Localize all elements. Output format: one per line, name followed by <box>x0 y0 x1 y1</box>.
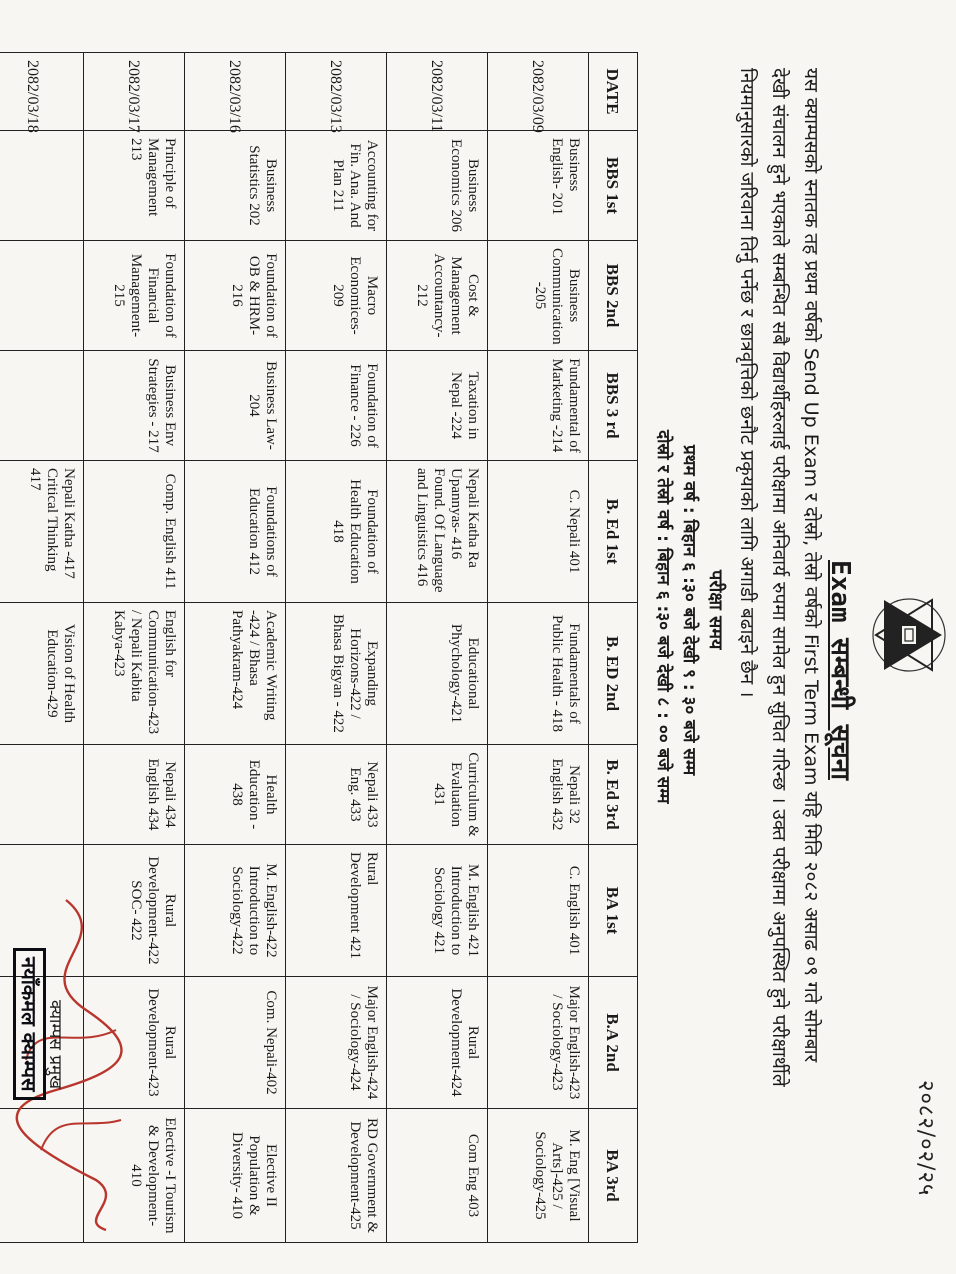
table-row <box>387 53 488 1243</box>
subject-cell: Expanding Horizons-422 / Bhasa Bigyan - 422 <box>286 603 387 745</box>
date-cell: 2082/03/17 <box>84 53 185 131</box>
header-bbs-3: BBS 3 rd <box>589 351 638 461</box>
subject-cell: Foundation of Financial Management-215 <box>84 241 185 351</box>
subject-cell: Business Economics 206 <box>387 131 488 241</box>
table-row <box>286 53 387 1243</box>
subject-cell: Educational Phychology-421 <box>387 603 488 745</box>
reference-number: २०८२/०२/२५ <box>913 1080 938 1197</box>
subject-cell: Rural Development-422 SOC- 422 <box>84 845 185 977</box>
subject-cell: Business Communication -205 <box>488 241 589 351</box>
header-date: DATE <box>589 53 638 131</box>
subject-cell: Com Eng 403 <box>387 1109 488 1243</box>
subject-cell <box>0 131 84 241</box>
subject-cell: Rural Development-423 <box>84 977 185 1109</box>
subject-cell: Health Education - 438 <box>185 745 286 845</box>
date-cell: 2082/03/11 <box>387 53 488 131</box>
subject-cell: Nepali Katha Ra Upannyas- 416 Found. Of Language and Linguistics 416 <box>387 461 488 603</box>
subject-cell: Curriculum & Evaluation 431 <box>387 745 488 845</box>
subject-cell: M. English 421 Introduction to Sociology 421 <box>387 845 488 977</box>
header-ba-3: BA 3rd <box>589 1109 638 1243</box>
intro-line-2: देखी संचालन हुने भएकाले सम्बन्धित सबै विद्यार्थीहरुलाई परीक्षामा अनिवार्य रुपमा सामेल हुन सुचित गरिन्छ । उक्त परीक्षामा अनुपस्थित हुने परीक्षार्थीले <box>768 68 790 1087</box>
subject-cell: Cost & Management Accountancy-212 <box>387 241 488 351</box>
subject-cell: M. Eng [Visual Arts]-425 / Sociology-425 <box>488 1109 589 1243</box>
subject-cell: Taxation in Nepal -224 <box>387 351 488 461</box>
date-cell: 2082/03/18 <box>0 53 84 131</box>
subject-cell: Nepali 32 English 432 <box>488 745 589 845</box>
subject-cell: Nepali 433 Eng. 433 <box>286 745 387 845</box>
header-bed-2: B. ED 2nd <box>589 603 638 745</box>
subject-cell: English for Communication-423 / Nepali Kabita Kabya-423 <box>84 603 185 745</box>
subject-cell: Elective II Population & Diversity- 410 <box>185 1109 286 1243</box>
subject-cell: Nepali Katha -417 Critical Thinking 417 <box>0 461 84 603</box>
header-bbs-1: BBS 1st <box>589 131 638 241</box>
header-bed-1: B. Ed 1st <box>589 461 638 603</box>
table-row <box>185 53 286 1243</box>
header-bed-3: B. Ed 3rd <box>589 745 638 845</box>
header-ba-1: BA 1st <box>589 845 638 977</box>
subject-cell: Foundation of Finance - 226 <box>286 351 387 461</box>
subject-cell: Principle of Management 213 <box>84 131 185 241</box>
subject-cell: Accounting for Fin. Ana. And Plan 211 <box>286 131 387 241</box>
subject-cell: Foundation of Health Education 418 <box>286 461 387 603</box>
intro-line-3: नियमानुसारको जरिवाना तिर्नु पर्नेछ र छात्रवृत्तिको छनौट प्रकृयाको लागि अगाडी बढाइने छैन । <box>736 68 758 698</box>
subject-cell: Foundation of OB & HRM-216 <box>185 241 286 351</box>
date-cell: 2082/03/13 <box>286 53 387 131</box>
subject-cell: Macro Economices-209 <box>286 241 387 351</box>
subject-cell <box>0 241 84 351</box>
subject-cell: Academic Writing -424 / Bhasa Pathyakram-424 <box>185 603 286 745</box>
signatory-title: क्याम्पस प्रमुख <box>45 1000 65 1090</box>
exam-time-heading: परीक्षा समय <box>705 570 726 650</box>
subject-cell: Business Law-204 <box>185 351 286 461</box>
exam-time-second-third-year: दोस्रो र तेस्रो वर्ष : बिहान ६ :३० बजे देखी ८ : ०० बजे सम्म <box>653 430 673 804</box>
subject-cell: Com. Nepali-402 <box>185 977 286 1109</box>
exam-time-first-year: प्रथम वर्ष : बिहान ६ :३० बजे देखी ९ : ३० बजे सम्म <box>679 445 699 776</box>
subject-cell <box>0 351 84 461</box>
subject-cell: Fundamentals of Public Health - 418 <box>488 603 589 745</box>
subject-cell: Major English-424 / Sociology-424 <box>286 977 387 1109</box>
subject-cell: Fundamental of Marketing -214 <box>488 351 589 461</box>
intro-line-1: यस क्याम्पसको स्नातक तह प्रथम वर्षको Send Up Exam र दोस्रो, तेस्रो वर्षको First Term Exam यहि मिति २०८२ असाढ ०९ गते सोमबार <box>800 68 822 1063</box>
subject-cell: Major English-423 / Sociology-423 <box>488 977 589 1109</box>
subject-cell: M. English-422 Introduction to Sociology-422 <box>185 845 286 977</box>
subject-cell: RD Government & Development-425 <box>286 1109 387 1243</box>
subject-cell: Business English- 201 <box>488 131 589 241</box>
subject-cell: C. Nepali 401 <box>488 461 589 603</box>
table-header-row <box>589 53 638 1243</box>
header-bbs-2: BBS 2nd <box>589 241 638 351</box>
header-ba-2: B.A 2nd <box>589 977 638 1109</box>
subject-cell: C. English 401 <box>488 845 589 977</box>
subject-cell: Rural Development 421 <box>286 845 387 977</box>
subject-cell: Rural Development-424 <box>387 977 488 1109</box>
subject-cell: Business Env Strategies - 217 <box>84 351 185 461</box>
university-emblem-icon <box>868 590 950 680</box>
campus-stamp: नयाँकमल क्याम्पस <box>13 948 46 1100</box>
subject-cell: Business Statistics 202 <box>185 131 286 241</box>
subject-cell: Nepali 434 English 434 <box>84 745 185 845</box>
date-cell: 2082/03/16 <box>185 53 286 131</box>
table-row <box>488 53 589 1243</box>
subject-cell <box>0 745 84 845</box>
subject-cell: Foundations of Education 412 <box>185 461 286 603</box>
notice-title: Exam सम्बन्धी सूचना <box>825 560 855 780</box>
subject-cell: Vision of Health Education-429 <box>0 603 84 745</box>
date-cell: 2082/03/09 <box>488 53 589 131</box>
subject-cell: Elective -I Tourism & Development-410 <box>84 1109 185 1243</box>
subject-cell: Comp. English 411 <box>84 461 185 603</box>
